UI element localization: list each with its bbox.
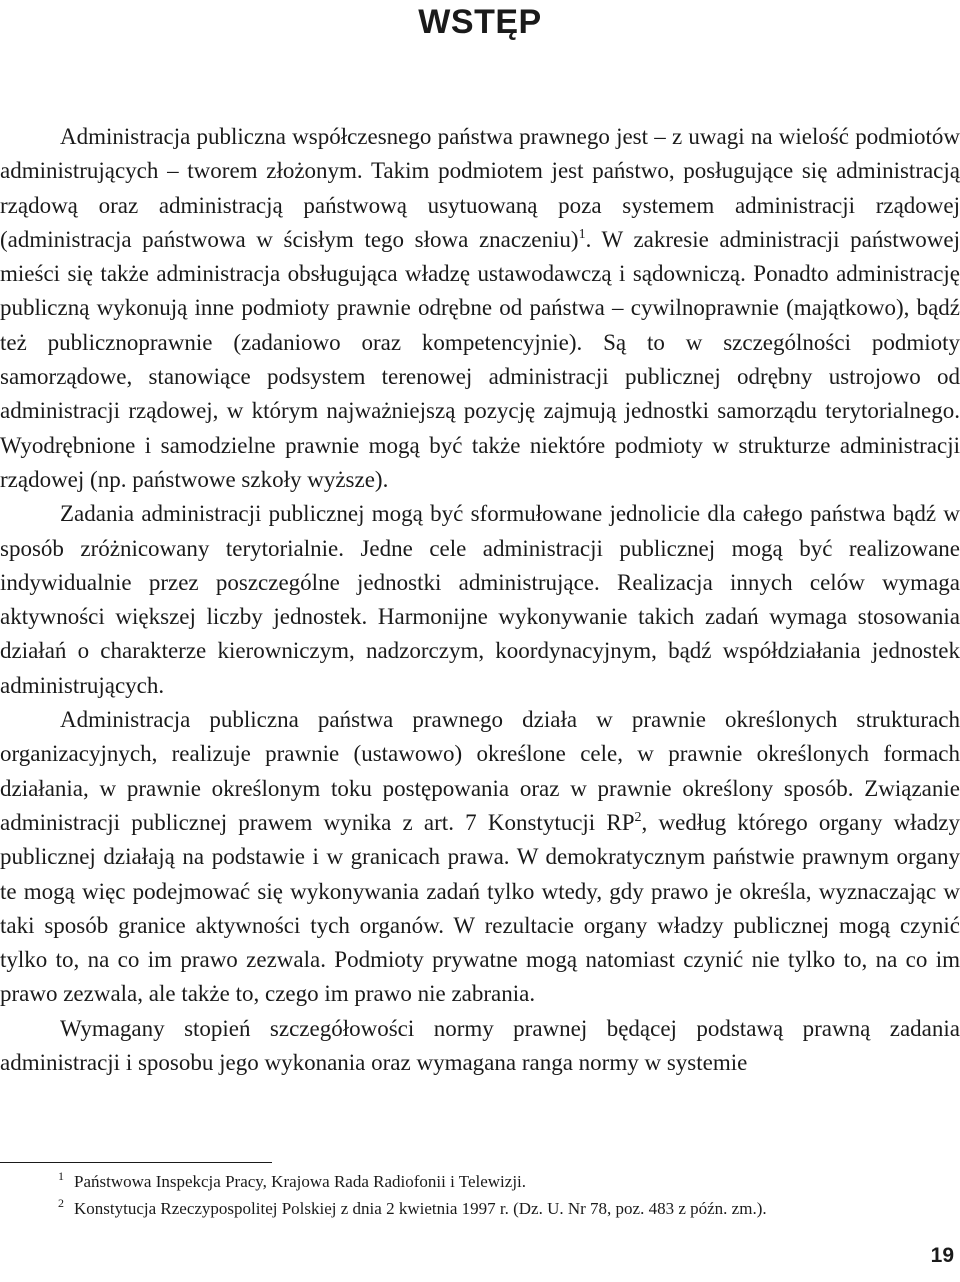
paragraph-4 bbox=[0, 1012, 960, 1081]
footnote-ref-2: 2 bbox=[634, 809, 642, 825]
footnote-divider bbox=[0, 1162, 272, 1163]
footnote-number: 2 bbox=[58, 1196, 64, 1210]
footnote-text: Konstytucja Rzeczypospolitej Polskiej z dnia 2 kwietnia 1997 r. (Dz. U. Nr 78, poz. 483 z późn. zm.). bbox=[74, 1199, 767, 1218]
footnote-ref-1: 1 bbox=[578, 226, 586, 242]
page-number: 19 bbox=[930, 1244, 954, 1267]
paragraph-text-continued: . W zakresie administracji państwowej mieści się także administracja obsługująca władzę ustawodawczą i sądowniczą. Ponadto administrację publiczną wykonują inne podmioty prawnie odrębne od państwa – cywilnoprawnie (majątkowo), bądź też publicznoprawnie (zadaniowo oraz kompetencyjnie). Są to w szczególności podmioty samorządowe, stanowiące podsystem terenowej administracji publicznej odrębny ustrojowo od administracji rządowej, w którym najważniejszą pozycję zajmują jednostki samorządu terytorialnego. Wyodrębnione i samodzielne prawnie mogą być także niektóre podmioty w strukturze administracji rządowej (np. państwowe szkoły wyższe). bbox=[0, 226, 960, 492]
paragraph-2 bbox=[0, 497, 960, 703]
paragraph-text: Administracja publiczna państwa prawnego działa w prawnie określonych strukturach organizacyjnych, realizuje prawnie (ustawowo) określone cele, w prawnie określonych formach działania, w prawnie określonym toku postępowania oraz w prawnie określony sposób. Związanie administracji publicznej prawem wynika z art. 7 Konstytucji RP bbox=[0, 707, 960, 835]
body-text bbox=[0, 120, 960, 1080]
footnote-1 bbox=[0, 1168, 960, 1195]
paragraph-text: Administracja publiczna współczesnego państwa prawnego jest – z uwagi na wielość podmiotów administrujących – tworem złożonym. Takim podmiotem jest państwo, posługujące się administracją rządową oraz administracją państwową usytuowaną poza systemem administracji rządowej (administracja państwowa w ścisłym tego słowa znaczeniu) bbox=[0, 124, 960, 252]
footnote-text: Państwowa Inspekcja Pracy, Krajowa Rada Radiofonii i Telewizji. bbox=[74, 1172, 527, 1191]
paragraph-text: Zadania administracji publicznej mogą być sformułowane jednolicie dla całego państwa bądź w sposób zróżnicowany terytorialnie. Jedne cele administracji publicznej mogą być realizowane indywidualnie przez poszczególne jednostki administrujące. Realizacja innych celów wymaga aktywności większej liczby jednostek. Harmonijne wykonywanie takich zadań wymaga stosowania działań o charakterze kierowniczym, nadzorczym, koordynacyjnym, bądź współdziałania jednostek administrujących. bbox=[0, 501, 960, 698]
footnote-number: 1 bbox=[58, 1169, 64, 1183]
paragraph-1 bbox=[0, 120, 960, 497]
paragraph-text-continued: , według którego organy władzy publicznej działają na podstawie i w granicach prawa. W demokratycznym państwie prawnym organy te mogą więc podejmować się wykonywania zadań tylko wtedy, gdy prawo je określa, wyznaczając w taki sposób granice aktywności tych organów. W rezultacie organy władzy publicznej mogą czynić tylko to, na co im prawo zezwala. Podmioty prywatne mogą natomiast czynić nie tylko to, na co im prawo zezwala, ale także to, czego im prawo nie zabrania. bbox=[0, 809, 960, 1007]
paragraph-text: Wymagany stopień szczegółowości normy prawnej będącej podstawą prawną zadania administracji i sposobu jego wykonania oraz wymagana ranga normy w systemie bbox=[0, 1015, 960, 1076]
page-title: WSTĘP bbox=[418, 3, 542, 41]
footnote-2 bbox=[0, 1195, 960, 1222]
paragraph-3 bbox=[0, 703, 960, 1012]
footnotes bbox=[0, 1168, 960, 1222]
